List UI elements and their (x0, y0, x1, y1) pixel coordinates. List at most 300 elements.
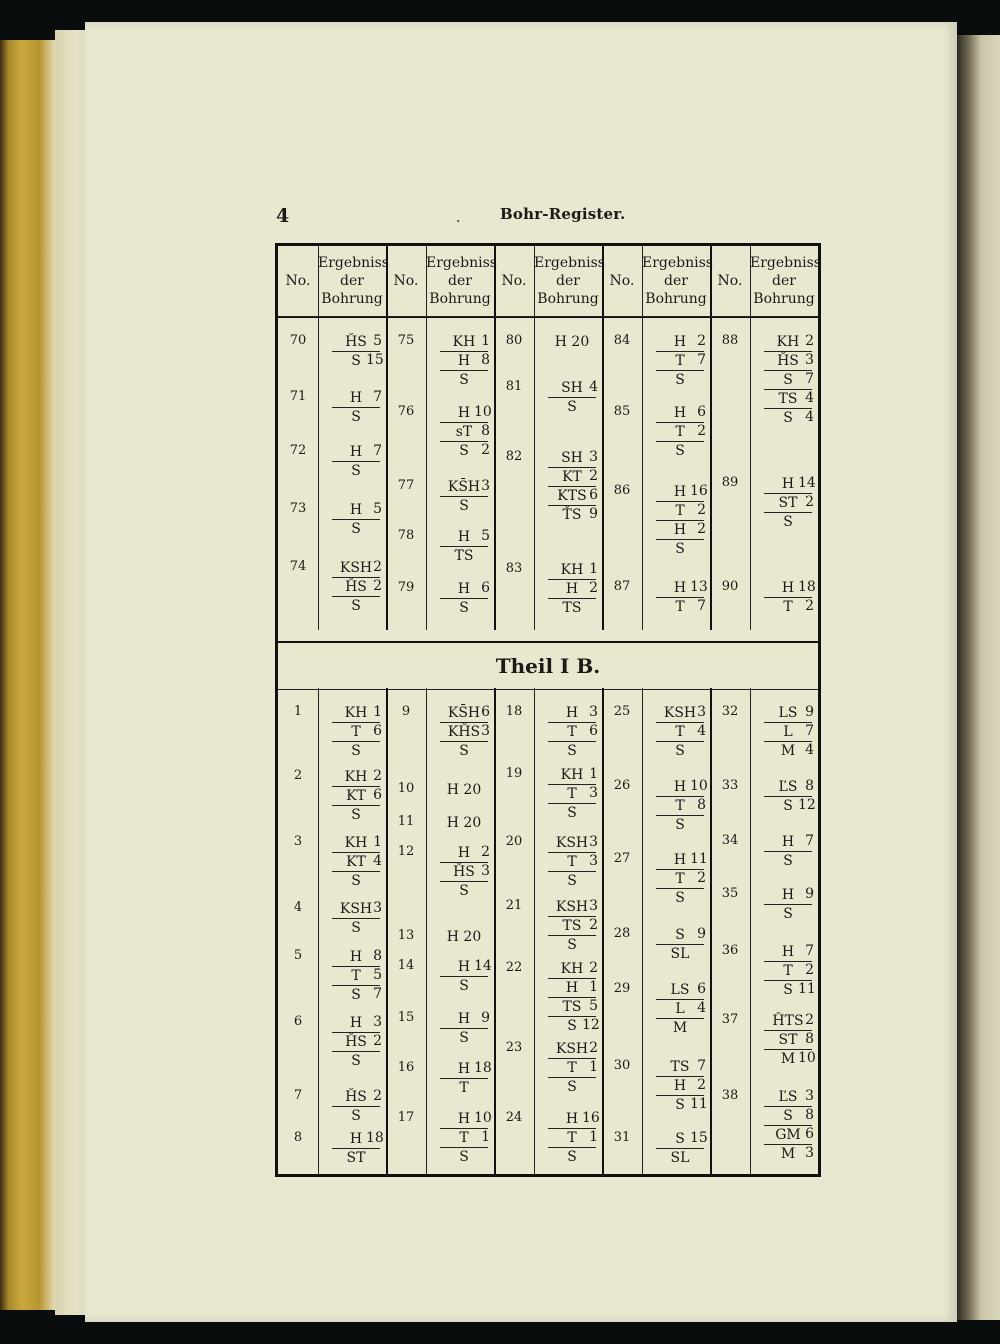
formula-symbol: S (351, 598, 361, 614)
formula-symbol: S (351, 1053, 361, 1069)
column-rule (318, 688, 319, 1174)
header-bohrung: Bohrung (321, 291, 383, 307)
formula-count: 2 (589, 917, 598, 933)
formula-symbol: L (656, 1000, 704, 1019)
formula-symbol: S (675, 541, 685, 557)
header-der: der (448, 273, 472, 289)
formula-symbol: ȞS (332, 1033, 380, 1052)
formula-symbol: S (783, 906, 793, 922)
formula-symbol: ST (346, 1150, 366, 1166)
formula-count: 4 (373, 853, 382, 869)
formula-symbol: M (672, 1020, 688, 1036)
formula-symbol: H (656, 778, 704, 797)
formula-count: 5 (373, 333, 382, 349)
formula-symbol: ȞS (332, 578, 380, 597)
formula-count: 1 (589, 766, 598, 782)
formula-symbol: KSH (548, 1040, 596, 1059)
formula-symbol: S (675, 890, 685, 906)
formula-symbol: S (675, 443, 685, 459)
entry-number: 20 (505, 834, 523, 849)
formula-count: 2 (589, 1040, 598, 1056)
formula-symbol: SL (670, 1150, 690, 1166)
formula-symbol: ȞS (764, 352, 812, 371)
bohr-register-table (275, 243, 821, 1177)
formula-symbol: H (332, 501, 380, 520)
entry-number: 13 (397, 928, 415, 943)
formula-symbol: KH (764, 333, 812, 352)
formula-symbol: T (332, 967, 380, 986)
entry-number: 78 (397, 528, 415, 543)
entry-number: 30 (613, 1058, 631, 1073)
formula-count: 3 (589, 898, 598, 914)
formula-symbol: KH (332, 704, 380, 723)
header-der: der (772, 273, 796, 289)
entry-number: 84 (613, 333, 631, 348)
running-head: Bohr-Register. (500, 205, 626, 223)
formula-count: 7 (805, 371, 814, 387)
formula-symbol: T (764, 962, 812, 981)
formula-count: 4 (805, 409, 814, 425)
header-ergebniss: Ergebniss (534, 255, 605, 271)
entry-number: 86 (613, 483, 631, 498)
formula-symbol: T (332, 723, 380, 742)
formula-count: 8 (481, 352, 490, 368)
entry-number: 33 (721, 778, 739, 793)
formula-count: 2 (697, 1077, 706, 1093)
entry-number: 37 (721, 1012, 739, 1027)
formula-symbol: T (548, 785, 596, 804)
entry-number: 16 (397, 1060, 415, 1075)
formula-count: 10 (474, 1110, 492, 1126)
entry-number: 8 (293, 1130, 303, 1145)
formula-symbol: S (459, 743, 469, 759)
formula-symbol: H (764, 579, 812, 598)
formula-count: 16 (582, 1110, 600, 1126)
formula-count: 5 (373, 967, 382, 983)
formula-symbol: H (764, 943, 812, 962)
entry-number: 1 (293, 704, 303, 719)
formula-count: 10 (690, 778, 708, 794)
formula-count: 1 (589, 561, 598, 577)
formula-symbol: TS (764, 390, 812, 409)
formula-count: 8 (805, 778, 814, 794)
formula-count: 11 (690, 851, 708, 867)
formula-symbol: ĽS (764, 1088, 812, 1107)
header-rule (278, 316, 818, 320)
formula-symbol: H 20 (446, 929, 482, 945)
formula-count: 1 (589, 1129, 598, 1145)
formula-symbol: LS (656, 981, 704, 1000)
formula-symbol: H (764, 886, 812, 905)
formula-count: 11 (690, 1096, 708, 1112)
section-title: Theil I B. (278, 641, 818, 690)
header-bohrung: Bohrung (753, 291, 815, 307)
header-no: No. (717, 273, 743, 289)
formula-symbol: H (440, 580, 488, 599)
formula-symbol: TS (548, 917, 596, 936)
entry-number: 72 (289, 443, 307, 458)
formula-count: 4 (589, 379, 598, 395)
formula-symbol: H (656, 483, 704, 502)
formula-symbol: S (567, 1018, 577, 1034)
formula-count: 9 (805, 704, 814, 720)
formula-count: 3 (805, 1088, 814, 1104)
formula-symbol: S (459, 883, 469, 899)
formula-count: 8 (697, 797, 706, 813)
entry-number: 75 (397, 333, 415, 348)
formula-count: 3 (589, 853, 598, 869)
entry-number: 28 (613, 926, 631, 941)
formula-symbol: ȞTS (764, 1012, 812, 1031)
formula-symbol: S (567, 743, 577, 759)
formula-count: 2 (589, 580, 598, 596)
formula-count: 7 (697, 1058, 706, 1074)
formula-symbol: S (656, 926, 704, 945)
formula-symbol: ȞS (440, 863, 488, 882)
formula-count: 1 (373, 834, 382, 850)
column-rule (534, 688, 535, 1174)
formula-symbol: H (332, 948, 380, 967)
formula-count: 2 (373, 1088, 382, 1104)
formula-symbol: KH (548, 561, 596, 580)
formula-count: 16 (690, 483, 708, 499)
entry-number: 4 (293, 900, 303, 915)
facing-page-edge (957, 35, 1000, 1320)
formula-symbol: KH (332, 834, 380, 853)
formula-symbol: H 20 (446, 782, 482, 798)
column-rule (426, 246, 427, 630)
formula-symbol: S (351, 409, 361, 425)
column-rule (386, 688, 388, 1174)
formula-count: 12 (798, 797, 816, 813)
header-ergebniss: Ergebniss (642, 255, 713, 271)
formula-count: 18 (474, 1060, 492, 1076)
formula-symbol: H (440, 404, 488, 423)
entry-number: 31 (613, 1130, 631, 1145)
formula-count: 2 (589, 960, 598, 976)
formula-symbol: KS̄H (440, 478, 488, 497)
formula-count: 7 (373, 443, 382, 459)
formula-count: 3 (589, 449, 598, 465)
formula-count: 5 (373, 501, 382, 517)
formula-count: 1 (481, 1129, 490, 1145)
entry-number: 5 (293, 948, 303, 963)
formula-symbol: M (780, 1051, 796, 1067)
formula-count: 6 (373, 723, 382, 739)
formula-count: 6 (373, 787, 382, 803)
formula-symbol: H (548, 704, 596, 723)
column-rule (318, 246, 319, 630)
formula-count: 2 (697, 502, 706, 518)
formula-count: 18 (798, 579, 816, 595)
formula-symbol: H (440, 844, 488, 863)
header-no: No. (609, 273, 635, 289)
formula-symbol: H 20 (554, 334, 590, 350)
formula-count: 14 (798, 475, 816, 491)
formula-symbol: S (675, 372, 685, 388)
entry-number: 7 (293, 1088, 303, 1103)
formula-symbol: H (764, 833, 812, 852)
formula-count: 10 (474, 404, 492, 420)
formula-symbol: KTS (548, 487, 596, 506)
formula-symbol: S (351, 807, 361, 823)
formula-symbol: S (351, 920, 361, 936)
column-rule (534, 246, 535, 630)
formula-count: 4 (805, 390, 814, 406)
formula-symbol: SH (548, 379, 596, 398)
formula-count: 8 (373, 948, 382, 964)
formula-count: 4 (697, 723, 706, 739)
formula-count: 3 (697, 704, 706, 720)
formula-count: 2 (373, 559, 382, 575)
formula-count: 1 (481, 333, 490, 349)
formula-count: 12 (582, 1017, 600, 1033)
formula-count: 6 (589, 723, 598, 739)
page-dot: . (456, 210, 461, 226)
header-no: No. (285, 273, 311, 289)
formula-symbol: KSH (332, 900, 380, 919)
formula-count: 1 (589, 979, 598, 995)
formula-symbol: S (459, 443, 469, 459)
formula-symbol: H (440, 1110, 488, 1129)
formula-symbol: T (459, 1080, 469, 1096)
formula-symbol: KH (332, 768, 380, 787)
column-rule (642, 246, 643, 630)
header-der: der (556, 273, 580, 289)
header-ergebniss: Ergebniss (426, 255, 497, 271)
formula-symbol: SL (670, 946, 690, 962)
formula-symbol: ĽS (764, 778, 812, 797)
formula-symbol: S (783, 798, 793, 814)
formula-symbol: S (656, 1130, 704, 1149)
column-rule (494, 688, 496, 1174)
entry-number: 35 (721, 886, 739, 901)
formula-symbol: S (567, 873, 577, 889)
formula-symbol: KSH (548, 834, 596, 853)
formula-symbol: T (675, 599, 685, 615)
formula-symbol: KSH (548, 898, 596, 917)
column-rule (602, 688, 604, 1174)
formula-count: 2 (697, 870, 706, 886)
formula-count: 3 (373, 900, 382, 916)
formula-count: 6 (589, 487, 598, 503)
formula-count: 2 (805, 1012, 814, 1028)
header-der: der (664, 273, 688, 289)
formula-symbol: S (459, 372, 469, 388)
formula-symbol: T (656, 723, 704, 742)
formula-symbol: S (783, 853, 793, 869)
formula-symbol: H (440, 1060, 488, 1079)
formula-symbol: H (440, 352, 488, 371)
formula-count: 18 (366, 1130, 384, 1146)
formula-count: 2 (697, 423, 706, 439)
formula-symbol: T (656, 870, 704, 889)
formula-symbol: KȞS (440, 723, 488, 742)
formula-symbol: S (351, 463, 361, 479)
page-number: 4 (276, 205, 290, 227)
formula-symbol: H (656, 333, 704, 352)
header-bohrung: Bohrung (645, 291, 707, 307)
formula-symbol: ŤS (562, 507, 582, 523)
formula-symbol: L (764, 723, 812, 742)
entry-number: 11 (397, 814, 415, 829)
formula-symbol: S (567, 1079, 577, 1095)
formula-count: 2 (589, 468, 598, 484)
formula-symbol: S (459, 1149, 469, 1165)
formula-count: 6 (805, 1126, 814, 1142)
formula-symbol: T (548, 723, 596, 742)
formula-count: 2 (373, 578, 382, 594)
formula-symbol: S (675, 1097, 685, 1113)
formula-count: 4 (697, 1000, 706, 1016)
formula-count: 2 (481, 844, 490, 860)
formula-symbol: TS (656, 1058, 704, 1077)
formula-symbol: S (783, 514, 793, 530)
formula-count: 3 (481, 723, 490, 739)
formula-count: 2 (481, 442, 490, 458)
entry-number: 27 (613, 851, 631, 866)
formula-symbol: KSH (332, 559, 380, 578)
entry-number: 83 (505, 561, 523, 576)
formula-symbol: H (656, 1077, 704, 1096)
formula-count: 3 (589, 834, 598, 850)
entry-number: 70 (289, 333, 307, 348)
entry-number: 3 (293, 834, 303, 849)
entry-number: 34 (721, 833, 739, 848)
header-ergebniss (750, 254, 821, 308)
formula-count: 4 (805, 742, 814, 758)
formula-count: 2 (373, 1033, 382, 1049)
formula-symbol: S (351, 353, 361, 369)
column-rule (642, 688, 643, 1174)
formula-symbol: KSH (656, 704, 704, 723)
entry-number: 17 (397, 1110, 415, 1125)
entry-number: 12 (397, 844, 415, 859)
formula-symbol: H (332, 443, 380, 462)
entry-number: 15 (397, 1010, 415, 1025)
formula-count: 9 (589, 506, 598, 522)
formula-symbol: T (440, 1129, 488, 1148)
formula-symbol: H (656, 851, 704, 870)
formula-symbol: KT (548, 468, 596, 487)
entry-number: 32 (721, 704, 739, 719)
header-ergebniss (318, 254, 389, 308)
formula-symbol: T (656, 797, 704, 816)
entry-number: 77 (397, 478, 415, 493)
formula-symbol: H (332, 389, 380, 408)
formula-symbol: H (548, 979, 596, 998)
formula-count: 15 (366, 352, 384, 368)
header-ergebniss: Ergebniss (318, 255, 389, 271)
entry-number: 2 (293, 768, 303, 783)
formula-symbol: ȞS (332, 333, 380, 352)
column-rule (710, 688, 712, 1174)
formula-symbol: S (675, 817, 685, 833)
formula-count: 5 (589, 998, 598, 1014)
formula-symbol: S (567, 399, 577, 415)
formula-count: 2 (697, 333, 706, 349)
formula-symbol: S (351, 521, 361, 537)
formula-count: 9 (697, 926, 706, 942)
header-bohrung: Bohrung (537, 291, 599, 307)
formula-symbol: KH (440, 333, 488, 352)
entry-number: 23 (505, 1040, 523, 1055)
formula-symbol: GM (764, 1126, 812, 1145)
formula-symbol: sT (440, 423, 488, 442)
entry-number: 71 (289, 389, 307, 404)
formula-symbol: SH (548, 449, 596, 468)
entry-number: 18 (505, 704, 523, 719)
header-no: No. (501, 273, 527, 289)
formula-symbol: S (351, 1108, 361, 1124)
formula-symbol: S (459, 978, 469, 994)
formula-symbol: H (440, 958, 488, 977)
header-bohrung: Bohrung (429, 291, 491, 307)
column-rule (710, 246, 712, 630)
formula-symbol: KH (548, 766, 596, 785)
formula-count: 10 (798, 1050, 816, 1066)
formula-symbol: H 20 (446, 815, 482, 831)
formula-count: 8 (805, 1107, 814, 1123)
formula-symbol: S (351, 873, 361, 889)
formula-symbol: ST (764, 1031, 812, 1050)
entry-number: 9 (401, 704, 411, 719)
formula-count: 7 (697, 352, 706, 368)
header-der: der (340, 273, 364, 289)
formula-count: 5 (481, 528, 490, 544)
formula-count: 8 (805, 1031, 814, 1047)
formula-count: 14 (474, 958, 492, 974)
formula-count: 1 (373, 704, 382, 720)
entry-number: 38 (721, 1088, 739, 1103)
entry-number: 80 (505, 333, 523, 348)
entry-number: 25 (613, 704, 631, 719)
formula-symbol: H (440, 528, 488, 547)
formula-symbol: S (675, 743, 685, 759)
formula-symbol: H (332, 1014, 380, 1033)
entry-number: 36 (721, 943, 739, 958)
column-rule (494, 246, 496, 630)
formula-count: 2 (805, 494, 814, 510)
entry-number: 85 (613, 404, 631, 419)
formula-count: 7 (697, 598, 706, 614)
formula-symbol: S (351, 987, 361, 1003)
formula-symbol: S (459, 498, 469, 514)
formula-count: 6 (697, 404, 706, 420)
formula-symbol: S (351, 743, 361, 759)
formula-symbol: H (764, 475, 812, 494)
formula-symbol: M (780, 1146, 796, 1162)
entry-number: 29 (613, 981, 631, 996)
formula-count: 3 (589, 704, 598, 720)
formula-symbol: S (764, 1107, 812, 1126)
formula-count: 7 (805, 723, 814, 739)
entry-number: 22 (505, 960, 523, 975)
formula-count: 3 (481, 478, 490, 494)
formula-symbol: H (548, 580, 596, 599)
formula-symbol: H (656, 521, 704, 540)
formula-count: 3 (481, 863, 490, 879)
formula-symbol: H (548, 1110, 596, 1129)
column-rule (602, 246, 604, 630)
formula-count: 2 (805, 598, 814, 614)
entry-number: 26 (613, 778, 631, 793)
header-ergebniss: Ergebniss (750, 255, 821, 271)
entry-number: 21 (505, 898, 523, 913)
header-ergebniss (534, 254, 605, 308)
entry-number: 76 (397, 404, 415, 419)
formula-count: 11 (798, 981, 816, 997)
